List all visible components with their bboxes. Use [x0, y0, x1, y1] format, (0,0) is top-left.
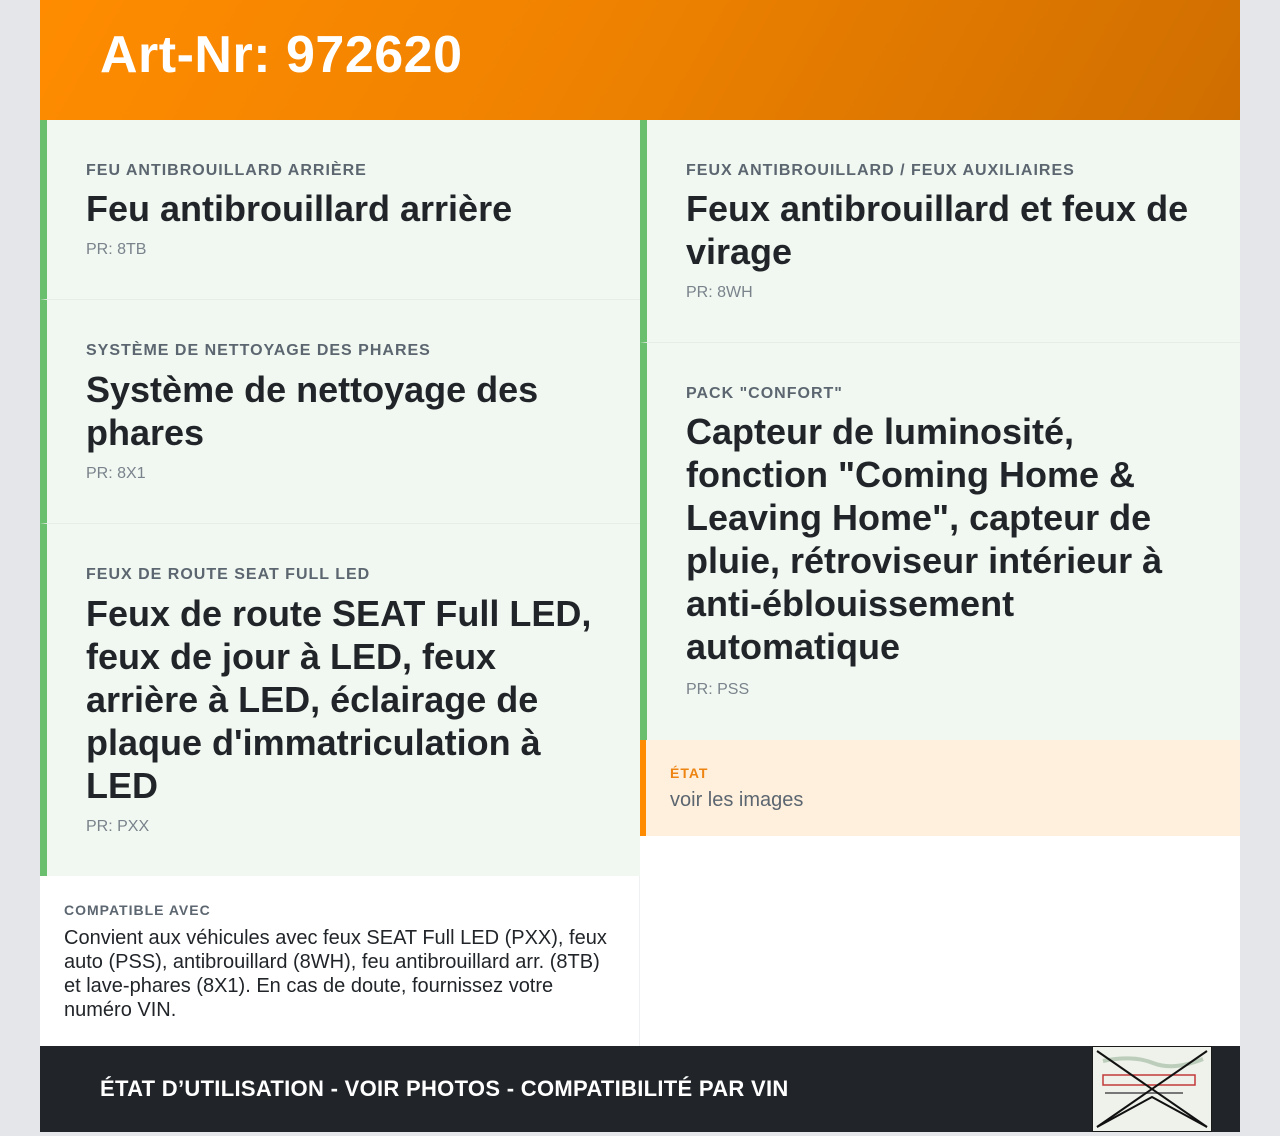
feature-pr-code: PR: 8WH	[686, 284, 753, 301]
feature-pr-code: PR: PXX	[86, 818, 150, 835]
feature-card	[40, 524, 640, 876]
page-title: Art-Nr: 972620	[100, 26, 463, 84]
feature-pr-code: PR: 8X1	[86, 465, 146, 482]
condition-label: ÉTAT	[670, 765, 709, 781]
footer-bar	[40, 1046, 1240, 1132]
feature-pr-code: PR: 8TB	[86, 241, 147, 258]
feature-title: Capteur de luminosité, fonction "Coming Home & Leaving Home", capteur de pluie, rétroviseur intérieur à anti-éblouissement automatique	[686, 411, 1163, 667]
feature-category: SYSTÈME DE NETTOYAGE DES PHARES	[86, 342, 431, 359]
feature-pr-code: PR: PSS	[686, 681, 750, 698]
feature-card	[640, 120, 1240, 343]
header-bar	[40, 0, 1240, 120]
footer-text: ÉTAT D’UTILISATION - VOIR PHOTOS - COMPATIBILITÉ PAR VIN	[100, 1076, 789, 1101]
feature-card	[40, 300, 640, 524]
compatibility-text: Convient aux véhicules avec feux SEAT Full LED (PXX), feux auto (PSS), antibrouillard (8WH), feu antibrouillard arr. (8TB) et lave-phares (8X1). En cas de doute, fournissez votre numéro VIN.	[64, 927, 607, 1021]
feature-category: FEUX ANTIBROUILLARD / FEUX AUXILIAIRES	[686, 162, 1075, 179]
feature-category: FEU ANTIBROUILLARD ARRIÈRE	[86, 162, 367, 179]
condition-box	[640, 740, 1240, 836]
compatibility-label: COMPATIBLE AVEC	[64, 902, 211, 918]
feature-title: Feux de route SEAT Full LED, feux de jour à LED, feux arrière à LED, éclairage de plaque d'immatriculation à LED	[86, 593, 592, 806]
document-thumbnail-icon	[1092, 1046, 1212, 1132]
feature-card	[640, 343, 1240, 740]
condition-value: voir les images	[670, 789, 804, 811]
compatibility-box	[40, 876, 640, 1046]
feature-card	[40, 120, 640, 300]
feature-category: PACK "CONFORT"	[686, 385, 843, 402]
feature-title: Feu antibrouillard arrière	[86, 188, 513, 229]
feature-title: Système de nettoyage des phares	[86, 369, 539, 453]
product-page	[40, 0, 1240, 1132]
feature-title: Feux antibrouillard et feux de virage	[686, 188, 1189, 272]
feature-category: FEUX DE ROUTE SEAT FULL LED	[86, 566, 371, 583]
